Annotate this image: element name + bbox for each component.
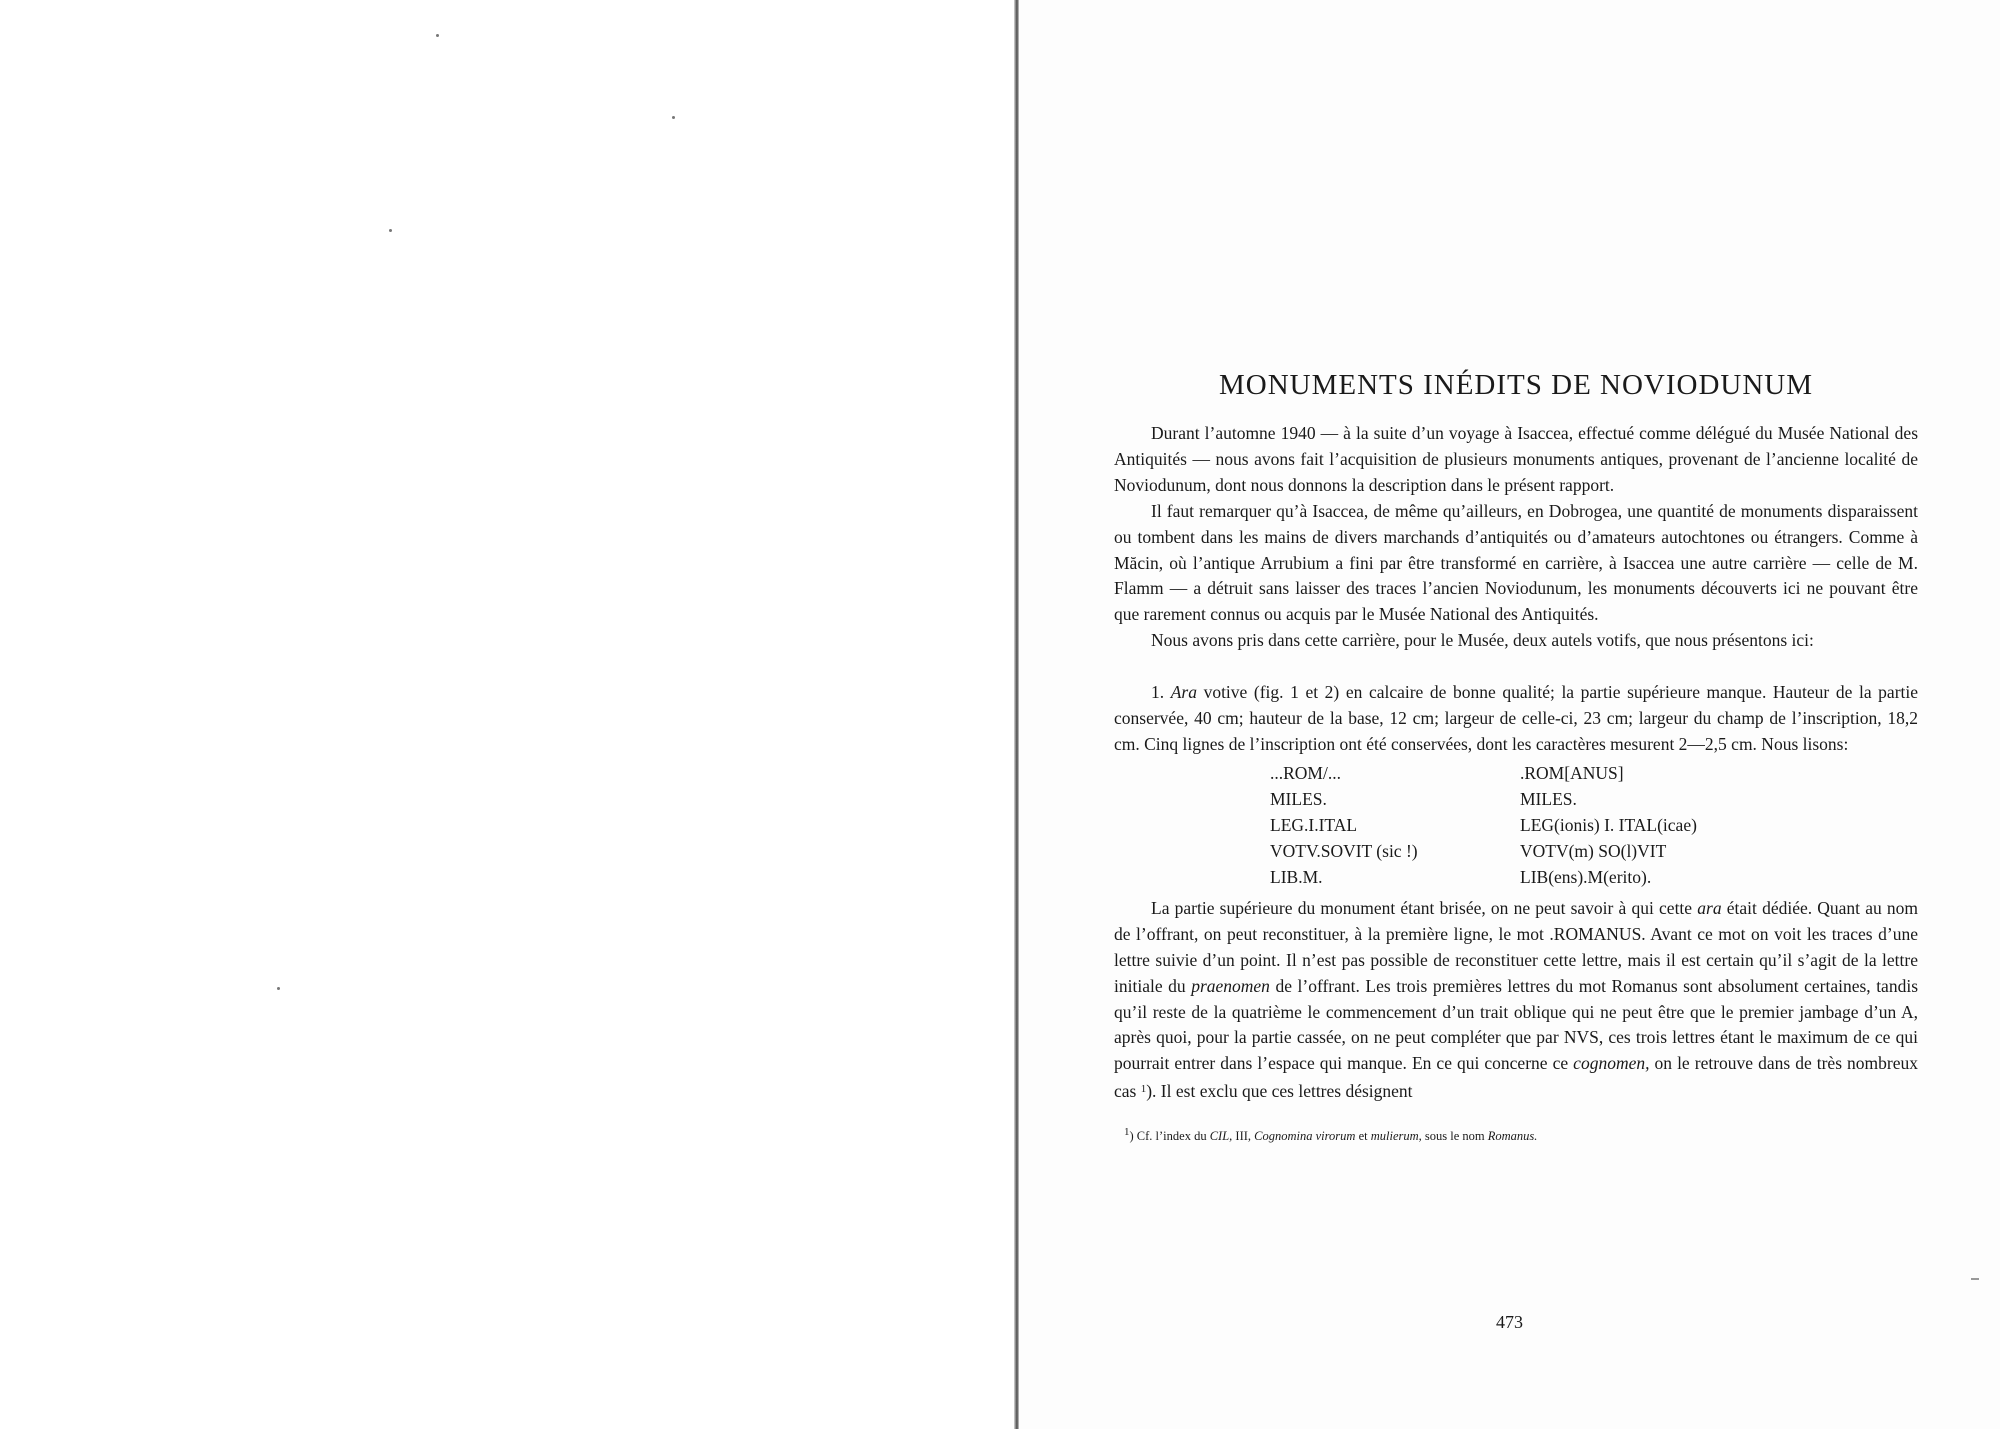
- article-title: MONUMENTS INÉDITS DE NOVIODUNUM: [1218, 369, 1814, 401]
- footnote-marker: 1: [1124, 1126, 1130, 1139]
- item-term: Ara: [1170, 682, 1197, 703]
- paragraph-quarry: Il faut remarquer qu’à Isaccea, de même qu’ailleurs, en Dobrogea, une quantité de monuments disparaissent ou tombent dans les mains de divers marchands d’antiquités ou d’amateurs autochtones ou étrangers. Comme à Măcin, où l’antique Arrubium a fini par être transformé en carrière, à Isaccea une autre carrière — celle de M. Flamm — a détruit sans laisser des traces l’ancien Noviodunum, les monuments découverts ici ne pouvant être que rarement connus ou acquis par le Musée National des Antiquités.: [1114, 500, 1918, 625]
- italic-term: CIL,: [1209, 1129, 1233, 1144]
- text-run: III,: [1235, 1129, 1252, 1144]
- item-number: 1.: [1151, 682, 1165, 703]
- text-run: sous le nom: [1424, 1129, 1485, 1144]
- inscription-reading-line: VOTV(m) SO(l)VIT: [1520, 840, 1667, 861]
- italic-term: Cognomina virorum: [1254, 1129, 1356, 1144]
- paragraph-altars: Nous avons pris dans cette carrière, pour le Musée, deux autels votifs, que nous présentons ici:: [1151, 630, 1814, 651]
- text-run: était dédiée. Quant au nom de l’offrant, on peut reconstituer, à la première ligne, le mot .ROMANUS. Avant ce mot on voit les traces d’une lettre suivie d’un point. Il n’est pas possible de reconstituer cette lettre, mais il est certain qu’il s’agit de la lettre initiale du: [1114, 897, 1919, 996]
- paragraph-analysis: [1114, 896, 1918, 1105]
- paper-speck: [436, 34, 439, 37]
- inscription-original-line: LIB.M.: [1270, 866, 1323, 887]
- text-run: on le retrouve dans de très nombreux cas: [1114, 1053, 1919, 1102]
- item-text: votive (fig. 1 et 2) en calcaire de bonne qualité; la partie supérieure manque. Hauteur de la partie conservée, 40 cm; hauteur de la base, 12 cm; largeur de celle-ci, 23 cm; largeur du champ de l’inscription, 18,2 cm. Cinq lignes de l’inscription ont été conservées, dont les caractères mesurent 2—2,5 cm. Nous lisons:: [1114, 682, 1919, 754]
- inscription-reading-line: MILES.: [1520, 788, 1577, 809]
- inscription-original-line: MILES.: [1270, 788, 1327, 809]
- inscription-table: [1114, 760, 1918, 890]
- page-number: 473: [1496, 1312, 1523, 1332]
- text-run: de l’offrant. Les trois premières lettres du mot Romanus sont absolument certaines, tandis qu’il reste de la quatrième le commencement d’un trait oblique qui ne peut être que le premier jambage d’un A, après quoi, pour la partie cassée, on ne peut compléter que par NVS, ces trois lettres étant le maximum de ce qui pourrait entrer dans l’espace qui manque. En ce qui concerne ce: [1114, 975, 1918, 1074]
- footnote: [1114, 1123, 1918, 1145]
- section-gap: [1114, 654, 1918, 680]
- italic-term: cognomen,: [1573, 1053, 1650, 1074]
- italic-term: Romanus.: [1487, 1129, 1538, 1144]
- inscription-original-line: LEG.I.ITAL: [1270, 814, 1358, 835]
- inscription-original-line: VOTV.SOVIT (sic !): [1270, 840, 1418, 861]
- article-body: [1114, 365, 1918, 1145]
- item-1-description: [1114, 680, 1918, 758]
- paper-speck: [672, 116, 675, 119]
- inscription-reading-line: LIB(ens).M(erito).: [1520, 866, 1652, 887]
- inscription-original-line: ...ROM/...: [1270, 762, 1341, 783]
- text-run: ). Il est exclu que ces lettres désignent: [1146, 1081, 1413, 1102]
- paper-speck: [277, 987, 280, 990]
- italic-term: mulierum,: [1370, 1129, 1422, 1144]
- text-run: ) Cf. l’index du: [1129, 1129, 1207, 1144]
- paper-speck: [389, 229, 392, 232]
- inscription-reading-line: LEG(ionis) I. ITAL(icae): [1520, 814, 1697, 835]
- page-473: [1019, 0, 2000, 1429]
- text-run: et: [1358, 1129, 1368, 1144]
- paragraph-intro: Durant l’automne 1940 — à la suite d’un voyage à Isaccea, effectué comme délégué du Musée National des Antiquités — nous avons fait l’acquisition de plusieurs monuments antiques, provenant de l’ancienne localité de Noviodunum, dont nous donnons la description dans le présent rapport.: [1114, 423, 1918, 495]
- paper-mark: [1971, 1278, 1979, 1280]
- inscription-reading-line: .ROM[ANUS]: [1520, 762, 1624, 783]
- text-run: La partie supérieure du monument étant brisée, on ne peut savoir à qui cette: [1151, 897, 1693, 918]
- italic-term: praenomen: [1191, 975, 1270, 996]
- footnote-ref: 1: [1140, 1083, 1147, 1096]
- italic-term: ara: [1697, 897, 1722, 918]
